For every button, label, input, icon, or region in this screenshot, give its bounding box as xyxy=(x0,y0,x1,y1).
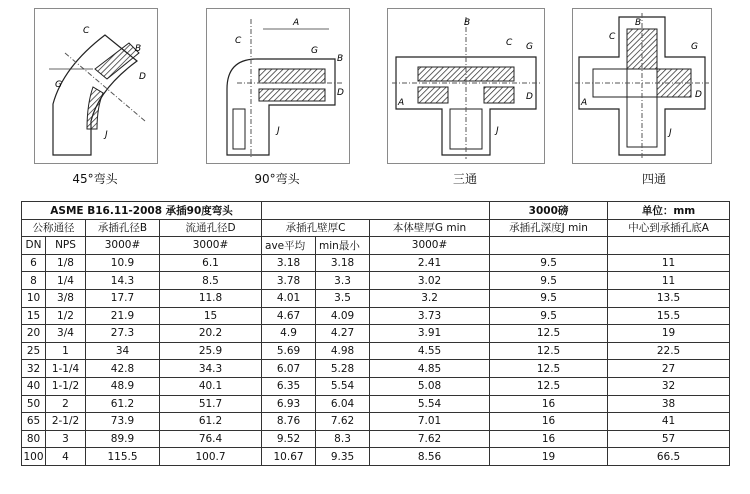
cell-socket-depth: 16 xyxy=(490,395,608,413)
cell-nps: 1/2 xyxy=(46,307,86,325)
cell-bore-dia: 17.7 xyxy=(86,289,160,307)
cell-center-to-bottom: 27 xyxy=(608,360,730,378)
cell-center-to-bottom: 38 xyxy=(608,395,730,413)
cell-wall-min: 3.18 xyxy=(316,254,370,272)
label-b: B xyxy=(464,18,471,28)
cell-nps: 4 xyxy=(46,448,86,466)
cell-wall-ave: 6.35 xyxy=(262,377,316,395)
label-j: J xyxy=(496,126,499,136)
cell-center-to-bottom: 22.5 xyxy=(608,342,730,360)
cell-dn: 8 xyxy=(22,272,46,290)
header-flow-dia: 流通孔径D xyxy=(160,219,262,237)
header-center-to-bottom: 中心到承插孔底A xyxy=(608,219,730,237)
cell-center-to-bottom: 15.5 xyxy=(608,307,730,325)
header-body-wall: 本体壁厚G min xyxy=(370,219,490,237)
cell-wall-min: 5.54 xyxy=(316,377,370,395)
cell-flow-dia: 15 xyxy=(160,307,262,325)
subheader-g-class: 3000# xyxy=(370,237,490,255)
cell-nps: 3/8 xyxy=(46,289,86,307)
cell-wall-ave: 10.67 xyxy=(262,448,316,466)
cell-socket-depth: 12.5 xyxy=(490,377,608,395)
cell-flow-dia: 51.7 xyxy=(160,395,262,413)
cell-nps: 2-1/2 xyxy=(46,413,86,431)
cell-dn: 10 xyxy=(22,289,46,307)
cell-flow-dia: 34.3 xyxy=(160,360,262,378)
cell-flow-dia: 40.1 xyxy=(160,377,262,395)
label-d: D xyxy=(526,92,533,102)
cell-socket-depth: 9.5 xyxy=(490,307,608,325)
cell-nps: 3 xyxy=(46,430,86,448)
table-row xyxy=(22,342,730,360)
cell-wall-min: 7.62 xyxy=(316,413,370,431)
table-row xyxy=(22,325,730,343)
cell-dn: 6 xyxy=(22,254,46,272)
table-row xyxy=(22,360,730,378)
elbow-45-drawing xyxy=(35,9,157,163)
figure-cross xyxy=(572,8,712,164)
subheader-ave: ave平均 xyxy=(262,237,316,255)
label-b: B xyxy=(337,54,344,64)
figure-tee xyxy=(387,8,545,164)
blank-cell xyxy=(262,202,490,220)
cell-nps: 2 xyxy=(46,395,86,413)
cell-center-to-bottom: 11 xyxy=(608,254,730,272)
label-j: J xyxy=(669,128,672,138)
cell-bore-dia: 27.3 xyxy=(86,325,160,343)
cell-wall-ave: 4.01 xyxy=(262,289,316,307)
cell-wall-ave: 8.76 xyxy=(262,413,316,431)
table-row xyxy=(22,254,730,272)
cell-wall-ave: 3.78 xyxy=(262,272,316,290)
cell-wall-min: 3.3 xyxy=(316,272,370,290)
cell-dn: 25 xyxy=(22,342,46,360)
cell-body-wall: 8.56 xyxy=(370,448,490,466)
cell-center-to-bottom: 32 xyxy=(608,377,730,395)
dimension-table xyxy=(21,201,730,466)
label-d: D xyxy=(337,88,344,98)
cell-bore-dia: 10.9 xyxy=(86,254,160,272)
cell-center-to-bottom: 57 xyxy=(608,430,730,448)
label-g: G xyxy=(526,42,533,52)
cell-body-wall: 4.85 xyxy=(370,360,490,378)
table-row xyxy=(22,448,730,466)
cell-bore-dia: 115.5 xyxy=(86,448,160,466)
cell-flow-dia: 11.8 xyxy=(160,289,262,307)
subheader-nps: NPS xyxy=(46,237,86,255)
cell-nps: 1 xyxy=(46,342,86,360)
label-j: J xyxy=(105,130,108,140)
cell-flow-dia: 61.2 xyxy=(160,413,262,431)
cell-wall-ave: 4.9 xyxy=(262,325,316,343)
cell-flow-dia: 100.7 xyxy=(160,448,262,466)
cell-wall-ave: 6.07 xyxy=(262,360,316,378)
cell-socket-depth: 9.5 xyxy=(490,272,608,290)
cell-wall-min: 8.3 xyxy=(316,430,370,448)
cell-flow-dia: 76.4 xyxy=(160,430,262,448)
cell-dn: 50 xyxy=(22,395,46,413)
cell-dn: 100 xyxy=(22,448,46,466)
cell-socket-depth: 16 xyxy=(490,430,608,448)
table-row xyxy=(22,289,730,307)
cell-bore-dia: 34 xyxy=(86,342,160,360)
cell-bore-dia: 21.9 xyxy=(86,307,160,325)
cell-center-to-bottom: 11 xyxy=(608,272,730,290)
blank-cell xyxy=(608,237,730,255)
table-title-row xyxy=(22,202,730,220)
cell-body-wall: 4.55 xyxy=(370,342,490,360)
label-b: B xyxy=(635,18,642,28)
tee-drawing xyxy=(388,9,544,163)
cell-dn: 80 xyxy=(22,430,46,448)
cell-socket-depth: 9.5 xyxy=(490,254,608,272)
cell-wall-min: 4.09 xyxy=(316,307,370,325)
caption-45-elbow: 45°弯头 xyxy=(72,172,118,186)
table-title: ASME B16.11-2008 承插90度弯头 xyxy=(22,202,262,220)
cell-nps: 1-1/2 xyxy=(46,377,86,395)
cell-flow-dia: 20.2 xyxy=(160,325,262,343)
cell-dn: 32 xyxy=(22,360,46,378)
cell-center-to-bottom: 41 xyxy=(608,413,730,431)
table-body xyxy=(22,254,730,465)
table-row xyxy=(22,272,730,290)
figure-45-elbow xyxy=(34,8,158,164)
pressure-class: 3000磅 xyxy=(490,202,608,220)
cell-wall-ave: 6.93 xyxy=(262,395,316,413)
label-a: A xyxy=(293,18,300,28)
cell-body-wall: 3.2 xyxy=(370,289,490,307)
table-row xyxy=(22,377,730,395)
table-row xyxy=(22,413,730,431)
elbow-90-drawing xyxy=(207,9,349,163)
cell-nps: 1-1/4 xyxy=(46,360,86,378)
cell-wall-min: 5.28 xyxy=(316,360,370,378)
cell-socket-depth: 12.5 xyxy=(490,360,608,378)
caption-90-elbow: 90°弯头 xyxy=(254,172,300,186)
cell-wall-min: 6.04 xyxy=(316,395,370,413)
cell-nps: 1/4 xyxy=(46,272,86,290)
cell-body-wall: 3.73 xyxy=(370,307,490,325)
label-d: D xyxy=(139,72,146,82)
cell-wall-min: 9.35 xyxy=(316,448,370,466)
blank-cell xyxy=(490,237,608,255)
label-a: A xyxy=(581,98,588,108)
cell-body-wall: 7.01 xyxy=(370,413,490,431)
subheader-dn: DN xyxy=(22,237,46,255)
subheader-row xyxy=(22,237,730,255)
cell-flow-dia: 25.9 xyxy=(160,342,262,360)
cell-bore-dia: 48.9 xyxy=(86,377,160,395)
label-d: D xyxy=(695,90,702,100)
cell-body-wall: 5.08 xyxy=(370,377,490,395)
cell-body-wall: 7.62 xyxy=(370,430,490,448)
cell-center-to-bottom: 66.5 xyxy=(608,448,730,466)
header-socket-depth: 承插孔深度J min xyxy=(490,219,608,237)
table-row xyxy=(22,395,730,413)
cell-bore-dia: 73.9 xyxy=(86,413,160,431)
cell-bore-dia: 14.3 xyxy=(86,272,160,290)
cell-wall-min: 3.5 xyxy=(316,289,370,307)
subheader-d-class: 3000# xyxy=(160,237,262,255)
label-c: C xyxy=(83,26,90,36)
cell-body-wall: 3.02 xyxy=(370,272,490,290)
header-nominal: 公称通径 xyxy=(22,219,86,237)
cell-dn: 65 xyxy=(22,413,46,431)
cell-body-wall: 2.41 xyxy=(370,254,490,272)
cell-dn: 20 xyxy=(22,325,46,343)
cell-flow-dia: 8.5 xyxy=(160,272,262,290)
label-j: J xyxy=(277,126,280,136)
label-c: C xyxy=(235,36,242,46)
cell-wall-min: 4.98 xyxy=(316,342,370,360)
header-wall: 承插孔壁厚C xyxy=(262,219,370,237)
table-row xyxy=(22,430,730,448)
cell-dn: 15 xyxy=(22,307,46,325)
cell-wall-ave: 9.52 xyxy=(262,430,316,448)
cross-drawing xyxy=(573,9,711,163)
cell-socket-depth: 9.5 xyxy=(490,289,608,307)
cell-wall-ave: 4.67 xyxy=(262,307,316,325)
cell-bore-dia: 61.2 xyxy=(86,395,160,413)
cell-body-wall: 5.54 xyxy=(370,395,490,413)
label-a: A xyxy=(398,98,405,108)
label-g: G xyxy=(691,42,698,52)
label-g: G xyxy=(311,46,318,56)
table-row xyxy=(22,307,730,325)
cell-socket-depth: 16 xyxy=(490,413,608,431)
cell-socket-depth: 12.5 xyxy=(490,342,608,360)
cell-wall-min: 4.27 xyxy=(316,325,370,343)
label-c: C xyxy=(506,38,513,48)
cell-nps: 3/4 xyxy=(46,325,86,343)
cell-center-to-bottom: 19 xyxy=(608,325,730,343)
subheader-b-class: 3000# xyxy=(86,237,160,255)
label-g: G xyxy=(55,80,62,90)
label-c: C xyxy=(609,32,616,42)
cell-socket-depth: 12.5 xyxy=(490,325,608,343)
cell-wall-ave: 3.18 xyxy=(262,254,316,272)
cell-center-to-bottom: 13.5 xyxy=(608,289,730,307)
cell-bore-dia: 89.9 xyxy=(86,430,160,448)
cell-flow-dia: 6.1 xyxy=(160,254,262,272)
label-b: B xyxy=(135,44,142,54)
caption-tee: 三通 xyxy=(452,172,477,186)
unit-label: 单位：mm xyxy=(608,202,730,220)
cell-bore-dia: 42.8 xyxy=(86,360,160,378)
figure-90-elbow xyxy=(206,8,350,164)
subheader-min: min最小 xyxy=(316,237,370,255)
cell-wall-ave: 5.69 xyxy=(262,342,316,360)
cell-nps: 1/8 xyxy=(46,254,86,272)
cell-body-wall: 3.91 xyxy=(370,325,490,343)
header-bore-dia: 承插孔径B xyxy=(86,219,160,237)
header-row xyxy=(22,219,730,237)
cell-socket-depth: 19 xyxy=(490,448,608,466)
caption-cross: 四通 xyxy=(641,172,666,186)
cell-dn: 40 xyxy=(22,377,46,395)
